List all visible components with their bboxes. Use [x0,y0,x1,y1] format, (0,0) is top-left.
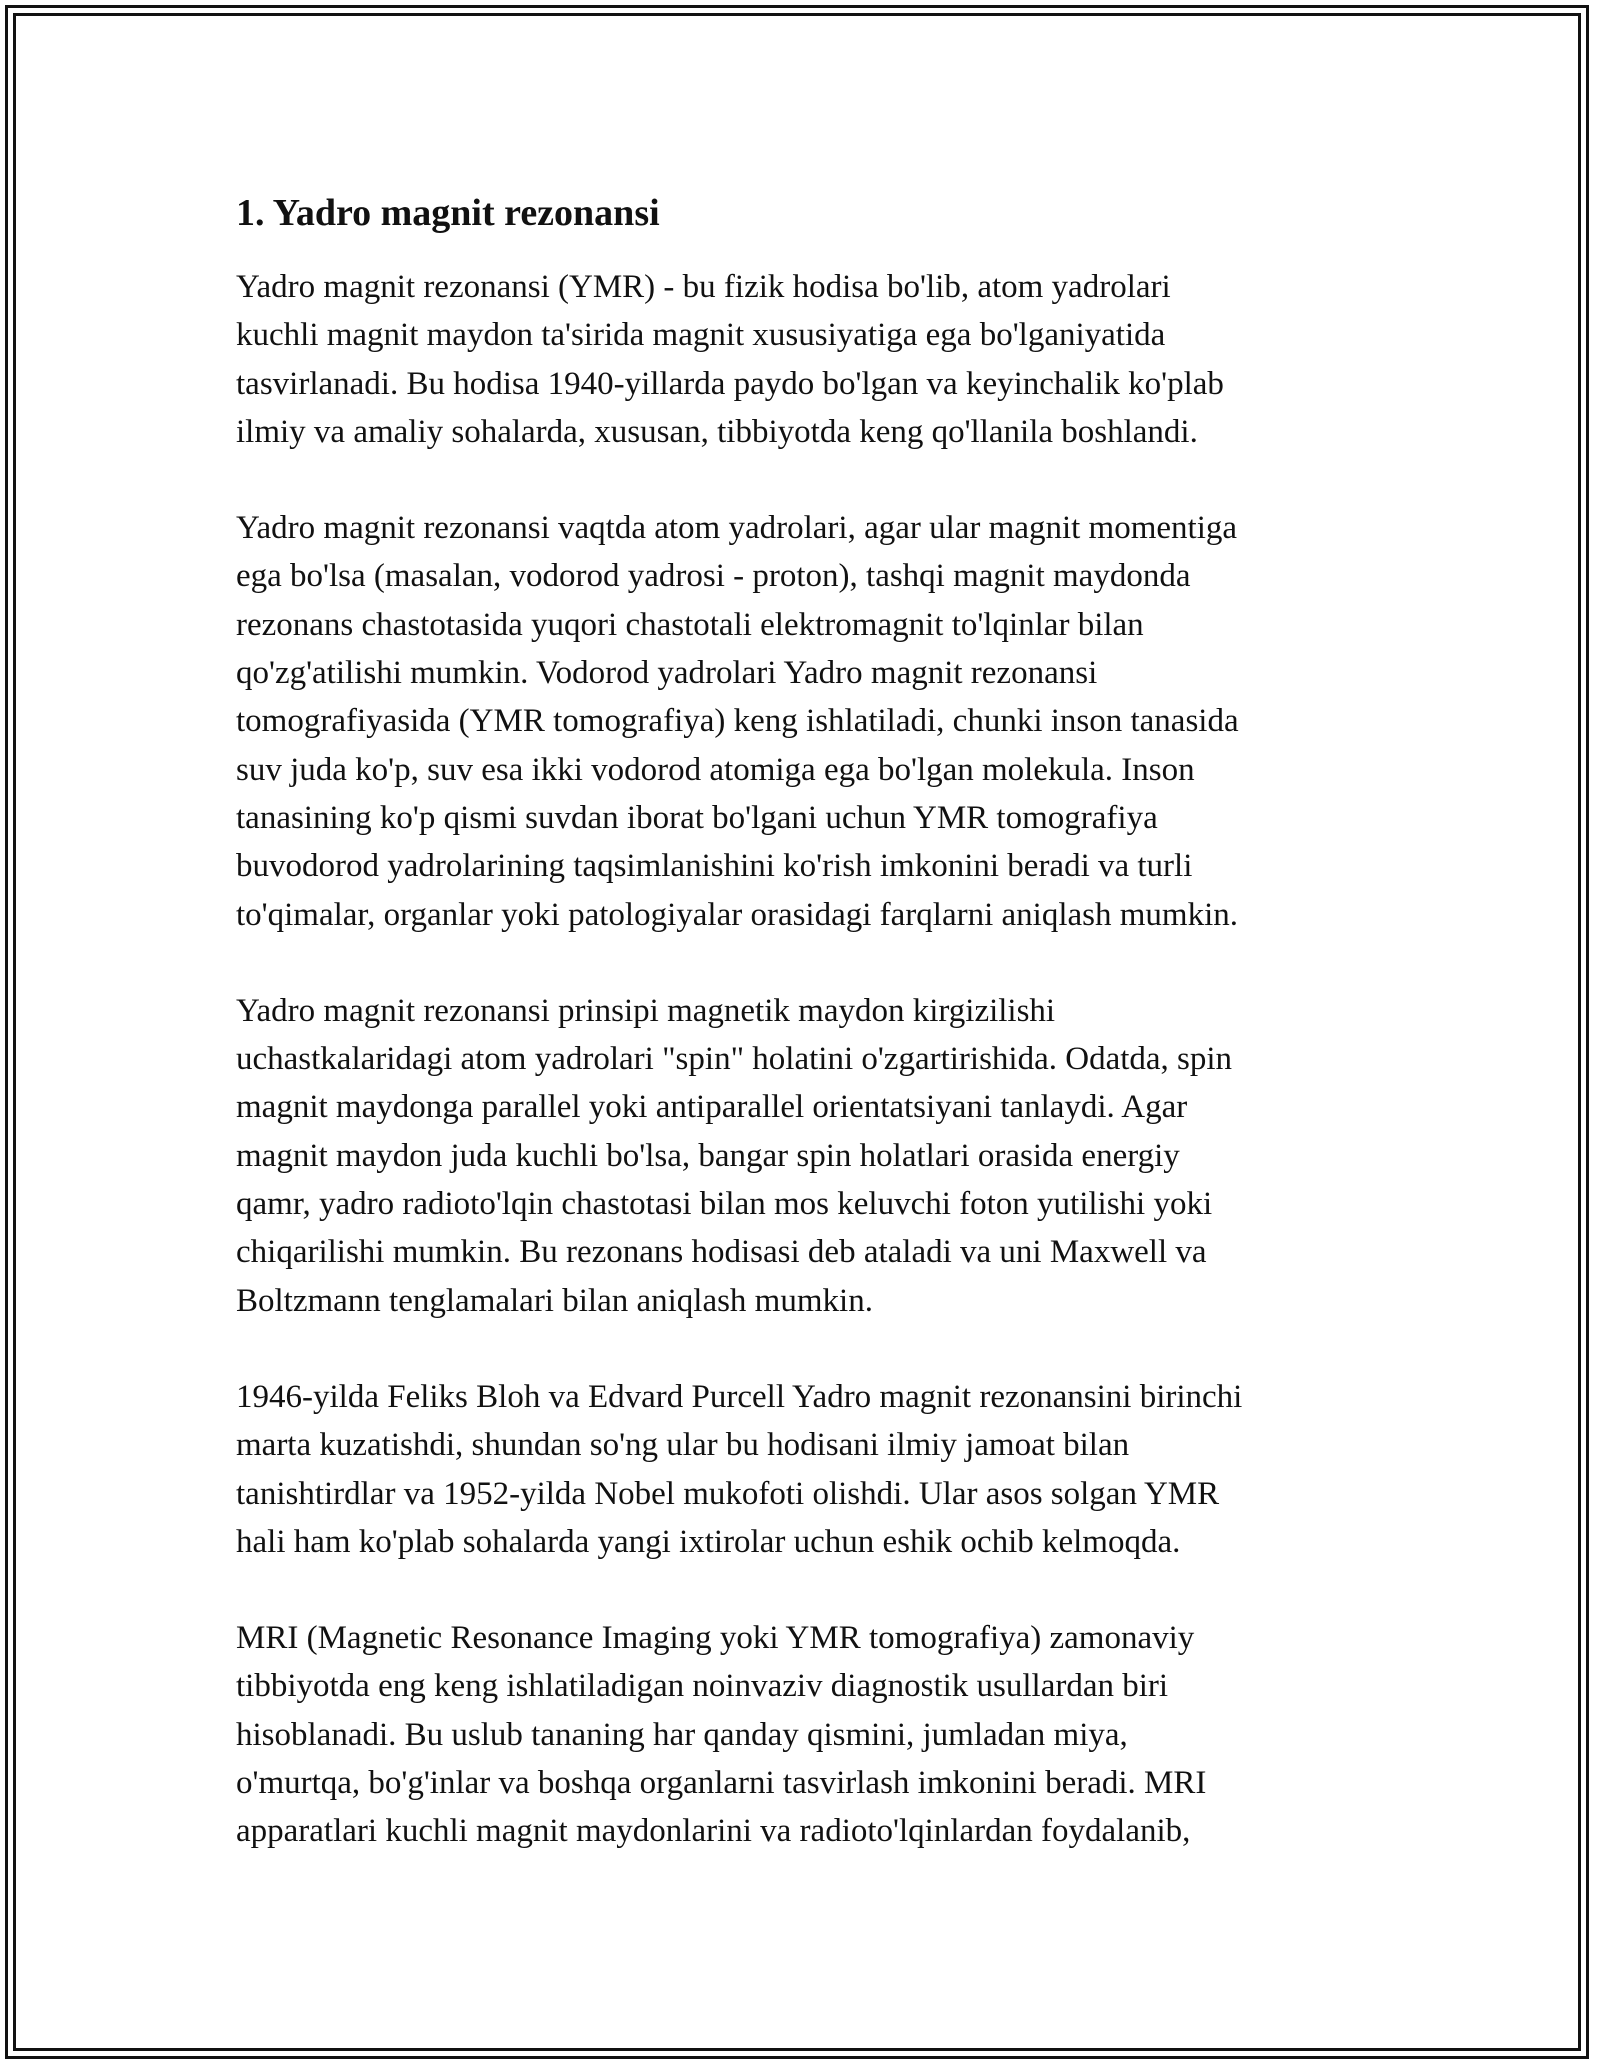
text-line: Yadro magnit rezonansi prinsipi magnetik maydon kirgizilishi [236,992,1056,1029]
text-line: magnit maydonga parallel yoki antiparallel orientatsiyani tanlaydi. Agar [236,1089,1188,1126]
text-line: ilmiy va amaliy sohalarda, xususan, tibbiyotda keng qo'llanila boshlandi. [236,413,1198,450]
document-body [236,185,1386,1904]
text-line: marta kuzatishdi, shundan so'ng ular bu hodisani ilmiy jamoat bilan [236,1427,1130,1464]
text-line: magnit maydon juda kuchli bo'lsa, bangar spin holatlari orasida energiy [236,1137,1180,1174]
text-line: suv juda ko'p, suv esa ikki vodorod atomiga ega bo'lgan molekula. Inson [236,751,1195,788]
text-line: Boltzmann tenglamalari bilan aniqlash mumkin. [236,1282,873,1319]
paragraph-4 [236,1373,1386,1566]
section-heading: 1. Yadro magnit rezonansi [236,192,660,234]
paragraph-2 [236,504,1386,939]
text-line: rezonans chastotasida yuqori chastotali elektromagnit to'lqinlar bilan [236,606,1144,643]
text-line: apparatlari kuchli magnit maydonlarini va radioto'lqinlardan foydalanib, [236,1813,1191,1850]
text-line: uchastkalaridagi atom yadrolari "spin" holatini o'zgartirishida. Odatda, spin [236,1041,1233,1078]
text-line: hali ham ko'plab sohalarda yangi ixtirolar uchun eshik ochib kelmoqda. [236,1523,1181,1560]
text-line: to'qimalar, organlar yoki patologiyalar orasidagi farqlarni aniqlash mumkin. [236,896,1238,933]
paragraph-3 [236,987,1386,1325]
text-line: tanishtirdlar va 1952-yilda Nobel mukofoti olishdi. Ular asos solgan YMR [236,1475,1220,1512]
text-line: qamr, yadro radioto'lqin chastotasi bilan mos keluvchi foton yutilishi yoki [236,1186,1213,1223]
text-line: hisoblanadi. Bu uslub tananing har qanday qismini, jumladan miya, [236,1716,1128,1753]
text-line: buvodorod yadrolarining taqsimlanishini ko'rish imkonini beradi va turli [236,848,1193,885]
text-line: ega bo'lsa (masalan, vodorod yadrosi - proton), tashqi magnit maydonda [236,558,1191,595]
paragraph-5 [236,1614,1386,1855]
text-line: tasvirlanadi. Bu hodisa 1940-yillarda paydo bo'lgan va keyinchalik ko'plab [236,365,1224,402]
text-line: chiqarilishi mumkin. Bu rezonans hodisasi deb ataladi va uni Maxwell va [236,1234,1207,1271]
text-line: 1946-yilda Feliks Bloh va Edvard Purcell Yadro magnit rezonansini birinchi [236,1378,1243,1415]
text-line: tomografiyasida (YMR tomografiya) keng ishlatiladi, chunki inson tanasida [236,703,1239,740]
paragraph-1 [236,263,1386,456]
text-line: kuchli magnit maydon ta'sirida magnit xususiyatiga ega bo'lganiyatida [236,317,1166,354]
text-line: tanasining ko'p qismi suvdan iborat bo'lgani uchun YMR tomografiya [236,799,1158,836]
text-line: tibbiyotda eng keng ishlatiladigan noinvaziv diagnostik usullardan biri [236,1668,1169,1705]
text-line: MRI (Magnetic Resonance Imaging yoki YMR tomografiya) zamonaviy [236,1620,1195,1657]
text-line: Yadro magnit rezonansi vaqtda atom yadrolari, agar ular magnit momentiga [236,510,1238,547]
text-line: o'murtqa, bo'g'inlar va boshqa organlarni tasvirlash imkonini beradi. MRI [236,1765,1207,1802]
text-line: Yadro magnit rezonansi (YMR) - bu fizik hodisa bo'lib, atom yadrolari [236,269,1171,305]
text-line: qo'zg'atilishi mumkin. Vodorod yadrolari Yadro magnit rezonansi [236,655,1098,692]
